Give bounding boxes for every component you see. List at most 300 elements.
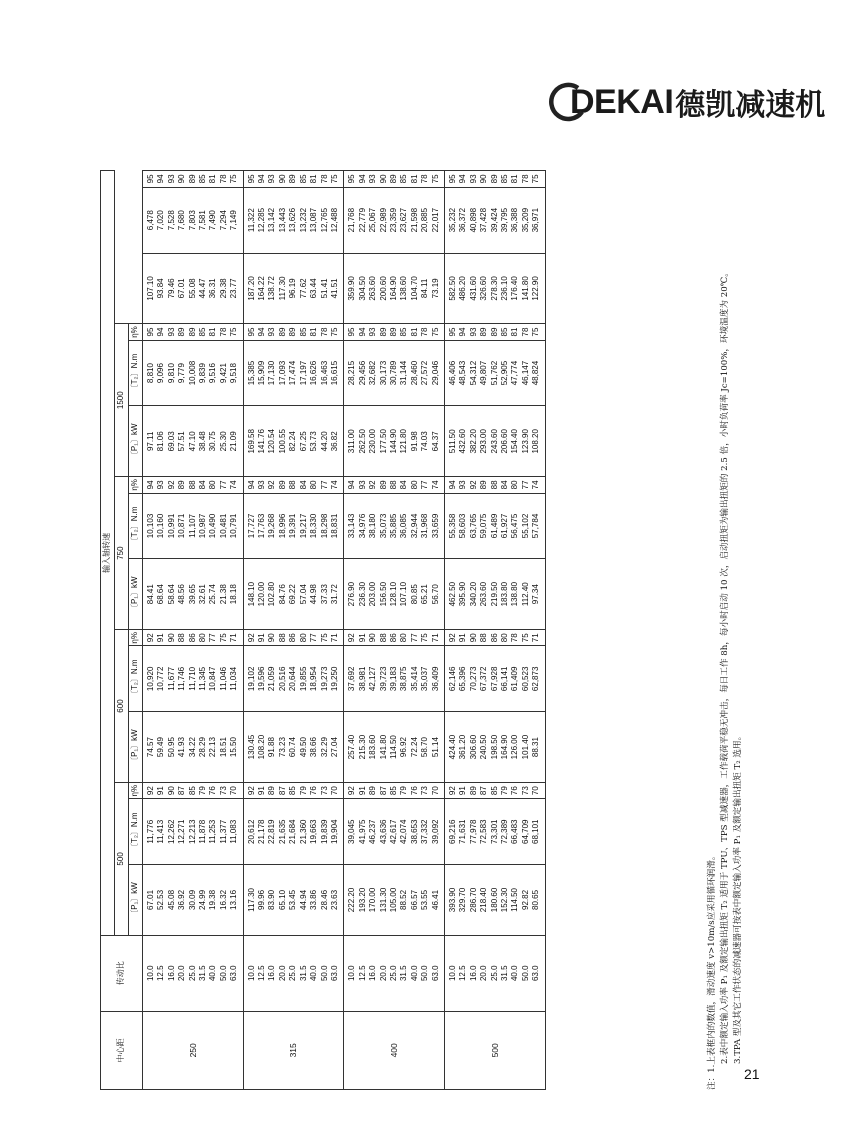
value-cell	[143, 712, 244, 783]
cell-value: 112.40	[520, 582, 530, 607]
value-cell	[143, 406, 244, 477]
cell-value: 170.00	[368, 887, 378, 913]
cell-value: 89	[479, 480, 489, 490]
cell-value: 219.50	[489, 581, 499, 607]
cell-value: 17,130	[267, 360, 277, 386]
cell-value: 35,414	[409, 666, 419, 692]
cell-value: 17,763	[257, 513, 267, 539]
cell-value: 95	[347, 327, 357, 337]
value-cell	[444, 187, 545, 253]
ratio-value: 16.0	[267, 965, 277, 982]
cell-value: 42,127	[368, 666, 378, 692]
cell-value: 432.60	[458, 429, 468, 454]
cell-value: 63.44	[309, 278, 319, 299]
cell-value: 187.20	[246, 276, 256, 301]
cell-value: 20,516	[277, 666, 287, 692]
cell-value: 92	[246, 786, 256, 796]
ratio-value: 12.5	[257, 965, 267, 982]
cell-value: 79	[298, 786, 308, 796]
cell-value: 101.40	[520, 734, 530, 760]
cell-value: 13.16	[229, 889, 239, 910]
cell-value: 89	[277, 327, 287, 337]
cell-value: 35,232	[447, 207, 457, 233]
header-center-distance: 中心距	[101, 1011, 143, 1089]
cell-value: 72.24	[409, 737, 419, 758]
cell-value: 128.10	[388, 581, 398, 607]
value-cell	[143, 630, 244, 646]
cell-value: 47.10	[187, 431, 197, 452]
value-cell	[444, 630, 545, 646]
value-cell	[344, 559, 445, 630]
value-cell	[143, 865, 244, 936]
cell-value: 56,475	[510, 513, 520, 539]
cell-value: 12,765	[319, 207, 329, 233]
cell-value: 89	[479, 327, 489, 337]
cell-value: 95	[246, 174, 256, 184]
value-cell	[143, 782, 244, 798]
cell-value: 89	[288, 327, 298, 337]
cell-value: 33,659	[430, 513, 440, 539]
cell-value: 10,772	[156, 666, 166, 692]
ratio-value: 50.0	[420, 965, 430, 982]
cell-value: 9,518	[229, 363, 239, 384]
cell-value: 10,920	[146, 666, 155, 692]
cell-value: 11,413	[156, 819, 166, 844]
cell-value: 88.52	[399, 889, 409, 910]
cell-value: 32.61	[198, 584, 208, 605]
cell-value: 94	[357, 174, 367, 184]
cell-value: 38,180	[368, 513, 378, 539]
cell-value: 91	[156, 786, 166, 796]
cell-value: 90	[277, 174, 287, 184]
cell-value: 37,692	[347, 666, 357, 692]
cell-value: 7,528	[166, 210, 176, 231]
note-line: 注：1.上表框内的数值，滑动速度 v>10m/s应采用循环润滑。	[707, 851, 717, 1090]
cell-value: 75	[430, 174, 440, 184]
cell-value: 63,765	[468, 513, 478, 539]
value-cell	[344, 253, 445, 324]
cell-value: 89	[177, 327, 187, 337]
value-cell	[444, 253, 545, 324]
cell-value: 138.72	[267, 276, 277, 301]
cell-value: 177.50	[378, 429, 388, 454]
center-distance-cell: 250	[143, 1011, 244, 1089]
cell-value: 70	[430, 786, 440, 796]
cell-value: 39,723	[378, 666, 388, 692]
cell-value: 95	[146, 174, 155, 184]
cell-value: 329.70	[458, 887, 468, 913]
cell-value: 67,928	[489, 666, 499, 692]
rated-power-table	[100, 170, 546, 1090]
cell-value: 66,483	[510, 819, 520, 844]
cell-value: 230.00	[368, 429, 378, 454]
value-cell	[444, 646, 545, 712]
cell-value: 102.80	[267, 581, 277, 607]
cell-value: 141.76	[257, 429, 267, 454]
cell-value: 72,583	[479, 819, 489, 844]
cell-value: 81	[510, 327, 520, 337]
cell-value: 74	[329, 480, 339, 490]
cell-value: 141.80	[520, 276, 530, 301]
logo-ring-icon	[548, 82, 588, 122]
cell-value: 76	[510, 786, 520, 796]
cell-value: 39,045	[347, 819, 357, 844]
cell-value: 38.48	[198, 431, 208, 452]
cell-value: 93	[267, 174, 277, 184]
cell-value: 71	[329, 633, 339, 643]
cell-value: 77.62	[298, 278, 308, 299]
cell-value: 148.10	[246, 581, 256, 607]
cell-value: 138.60	[399, 276, 409, 301]
cell-value: 28.29	[198, 737, 208, 758]
ratio-value: 25.0	[489, 965, 499, 982]
cell-value: 7,490	[208, 210, 218, 231]
cell-value: 92.82	[520, 889, 530, 910]
cell-value: 53.55	[420, 889, 430, 910]
power-column-header: 〔P₁〕kW	[129, 865, 143, 936]
cell-value: 104.70	[409, 276, 419, 301]
cell-value: 326.60	[479, 276, 489, 301]
cell-value: 93	[368, 327, 378, 337]
cell-value: 92	[468, 480, 478, 490]
cell-value: 8,810	[146, 363, 155, 384]
cell-value: 95	[146, 327, 155, 337]
cell-value: 92	[146, 786, 155, 796]
cell-value: 70	[329, 786, 339, 796]
cell-value: 92	[347, 786, 357, 796]
cell-value: 80	[510, 480, 520, 490]
cell-value: 19,391	[288, 513, 298, 539]
value-cell	[344, 477, 445, 493]
cell-value: 30.75	[208, 431, 218, 452]
cell-value: 68.64	[156, 584, 166, 605]
cell-value: 169.58	[246, 429, 256, 454]
cell-value: 70,273	[468, 666, 478, 692]
cell-value: 79	[500, 786, 509, 796]
cell-value: 69,216	[447, 819, 457, 844]
value-cell	[444, 782, 545, 798]
cell-value: 37,332	[420, 819, 430, 844]
cell-value: 10,008	[187, 360, 197, 386]
cell-value: 33.86	[309, 889, 319, 910]
cell-value: 11,107	[187, 514, 197, 538]
cell-value: 107.10	[146, 276, 155, 301]
cell-value: 11,878	[198, 819, 208, 844]
cell-value: 33,143	[347, 513, 357, 539]
cell-value: 164.90	[388, 276, 398, 301]
cell-value: 67.25	[298, 431, 308, 452]
cell-value: 47,774	[510, 360, 520, 386]
cell-value: 22.13	[208, 737, 218, 758]
cell-value: 41.93	[177, 737, 187, 758]
cell-value: 94	[347, 480, 357, 490]
cell-value: 7,294	[218, 210, 228, 231]
cell-value: 66,141	[500, 666, 509, 692]
cell-value: 89	[277, 480, 287, 490]
cell-value: 94	[447, 480, 457, 490]
value-cell	[243, 406, 344, 477]
cell-value: 120.54	[267, 429, 277, 454]
cell-value: 79.46	[166, 278, 176, 299]
cell-value: 16.32	[218, 889, 228, 910]
cell-value: 107.10	[399, 581, 409, 607]
cell-value: 62,146	[447, 666, 457, 692]
value-cell	[444, 324, 545, 340]
cell-value: 40,898	[468, 207, 478, 233]
cell-value: 286.70	[468, 887, 478, 913]
cell-value: 81	[309, 174, 319, 184]
cell-value: 93	[357, 480, 367, 490]
cell-value: 90	[468, 633, 478, 643]
cell-value: 36,372	[458, 207, 468, 233]
cell-value: 78	[420, 327, 430, 337]
cell-value: 44.98	[309, 584, 319, 605]
cell-value: 84.76	[277, 584, 287, 605]
cell-value: 48,824	[531, 360, 541, 386]
cell-value: 20,644	[288, 666, 298, 692]
cell-value: 71	[531, 633, 541, 643]
value-cell	[143, 646, 244, 712]
table-row	[143, 171, 244, 1090]
cell-value: 19,268	[267, 513, 277, 539]
cell-value: 73	[218, 786, 228, 796]
ratio-value: 63.0	[329, 965, 339, 982]
value-cell	[344, 340, 445, 406]
cell-value: 193.20	[357, 887, 367, 913]
cell-value: 89	[468, 786, 478, 796]
cell-value: 21,360	[298, 819, 308, 844]
ratio-value: 16.0	[468, 965, 478, 982]
cell-value: 81	[208, 174, 218, 184]
value-cell	[243, 865, 344, 936]
cell-value: 92	[146, 633, 155, 643]
torque-column-header: 〔T₂〕N.m	[129, 340, 143, 406]
ratio-value: 10.0	[447, 965, 457, 982]
cell-value: 60.74	[288, 737, 298, 758]
cell-value: 100.55	[277, 429, 287, 454]
cell-value: 56.70	[430, 584, 440, 605]
cell-value: 141.80	[378, 734, 388, 760]
cell-value: 80	[500, 633, 509, 643]
cell-value: 75	[218, 633, 228, 643]
cell-value: 55,102	[520, 513, 530, 539]
cell-value: 39,092	[430, 819, 440, 844]
cell-value: 39.65	[187, 584, 197, 605]
cell-value: 96.92	[399, 737, 409, 758]
cell-value: 85	[399, 327, 409, 337]
cell-value: 88	[489, 480, 499, 490]
cell-value: 51,762	[489, 360, 499, 386]
cell-value: 93	[458, 480, 468, 490]
torque-column-header: 〔T₂〕N.m	[129, 799, 143, 865]
ratio-value: 20.0	[177, 965, 187, 982]
center-distance-cell: 315	[243, 1011, 344, 1089]
cell-value: 85	[489, 786, 499, 796]
cell-value: 16,626	[309, 360, 319, 386]
cell-value: 10,791	[229, 513, 239, 539]
cell-value: 11,253	[208, 819, 218, 844]
cell-value: 10,987	[198, 513, 208, 539]
cell-value: 78	[218, 327, 228, 337]
cell-value: 91	[257, 633, 267, 643]
cell-value: 75	[420, 633, 430, 643]
cell-value: 87	[277, 786, 287, 796]
cell-value: 75	[520, 633, 530, 643]
efficiency-column-header: η%	[129, 324, 143, 340]
cell-value: 55.08	[187, 278, 197, 299]
cell-value: 38,653	[409, 819, 419, 844]
efficiency-column-header: η%	[129, 630, 143, 646]
table-notes	[706, 170, 745, 1090]
cell-value: 13,232	[298, 207, 308, 233]
cell-value: 21,635	[277, 819, 287, 844]
cell-value: 42,074	[399, 819, 409, 844]
cell-value: 91	[357, 633, 367, 643]
header-ratio: 传动比	[101, 935, 143, 1011]
cell-value: 19,102	[246, 666, 256, 692]
cell-value: 78	[520, 174, 530, 184]
cell-value: 203.00	[368, 581, 378, 607]
ratio-value: 16.0	[368, 965, 378, 982]
ratio-value: 40.0	[309, 965, 319, 982]
cell-value: 215.30	[357, 734, 367, 760]
cell-value: 73.23	[277, 737, 287, 758]
cell-value: 89	[288, 174, 298, 184]
value-cell	[243, 630, 344, 646]
cell-value: 27.04	[329, 737, 339, 758]
cell-value: 164.90	[500, 734, 509, 760]
cell-value: 10,160	[156, 513, 166, 539]
value-cell	[243, 477, 344, 493]
cell-value: 81	[309, 327, 319, 337]
cell-value: 183.60	[368, 734, 378, 760]
cell-value: 77	[520, 480, 530, 490]
cell-value: 88	[288, 480, 298, 490]
cell-value: 46.41	[430, 889, 440, 910]
cell-value: 60,523	[520, 666, 530, 692]
center-distance-cell: 500	[444, 1011, 545, 1089]
cell-value: 93	[468, 174, 478, 184]
cell-value: 11,322	[246, 208, 256, 233]
cell-value: 152.30	[500, 887, 509, 913]
cell-value: 361.20	[458, 734, 468, 760]
cell-value: 18,298	[319, 513, 329, 539]
ratio-value: 10.0	[146, 965, 155, 982]
cell-value: 84	[500, 480, 509, 490]
cell-value: 9,839	[198, 363, 208, 384]
cell-value: 90	[166, 633, 176, 643]
cell-value: 69.22	[288, 584, 298, 605]
cell-value: 10,490	[208, 513, 218, 539]
cell-value: 13,443	[277, 207, 287, 233]
cell-value: 22,819	[267, 819, 277, 844]
cell-value: 131.30	[378, 887, 388, 913]
cell-value: 11,710	[187, 666, 197, 691]
cell-value: 67,372	[479, 666, 489, 692]
cell-value: 34,976	[357, 513, 367, 539]
cell-value: 22,779	[357, 207, 367, 233]
cell-value: 86	[388, 633, 398, 643]
cell-value: 75	[430, 327, 440, 337]
value-cell	[243, 782, 344, 798]
cell-value: 304.50	[357, 276, 367, 301]
value-cell	[143, 171, 244, 188]
cell-value: 85	[198, 327, 208, 337]
value-cell	[344, 630, 445, 646]
value-cell	[143, 559, 244, 630]
cell-value: 53.45	[288, 889, 298, 910]
cell-value: 88	[177, 633, 187, 643]
value-cell	[344, 406, 445, 477]
cell-value: 85	[500, 174, 509, 184]
cell-value: 122.90	[531, 276, 541, 301]
cell-value: 73	[420, 786, 430, 796]
cell-value: 44.47	[198, 278, 208, 299]
cell-value: 7,581	[198, 210, 208, 231]
cell-value: 12,271	[177, 819, 187, 844]
brand-logo	[548, 78, 825, 126]
brand-name-en: DEKAI	[570, 82, 674, 121]
cell-value: 79	[198, 786, 208, 796]
cell-value: 73	[520, 786, 530, 796]
cell-value: 55,358	[447, 513, 457, 539]
speed-header: 600	[115, 630, 129, 783]
cell-value: 25.30	[218, 431, 228, 452]
cell-value: 37.33	[319, 584, 329, 605]
ratio-value: 31.5	[198, 965, 208, 982]
cell-value: 64,709	[520, 819, 530, 844]
cell-value: 86	[288, 633, 298, 643]
cell-value: 58.70	[420, 737, 430, 758]
cell-value: 67.01	[146, 889, 155, 910]
cell-value: 18,330	[309, 513, 319, 539]
cell-value: 130.45	[246, 734, 256, 760]
cell-value: 89	[177, 480, 187, 490]
cell-value: 89	[368, 786, 378, 796]
cell-value: 52.53	[156, 889, 166, 910]
cell-value: 87	[378, 786, 388, 796]
cell-value: 58,603	[458, 513, 468, 539]
cell-value: 39,183	[388, 666, 398, 692]
cell-value: 11,034	[229, 666, 239, 691]
ratio-value: 20.0	[277, 965, 287, 982]
cell-value: 19,596	[257, 666, 267, 692]
cell-value: 38,981	[357, 666, 367, 692]
value-cell	[243, 171, 344, 188]
cell-value: 19,217	[298, 513, 308, 539]
cell-value: 80.85	[409, 584, 419, 605]
cell-value: 93	[368, 174, 378, 184]
cell-value: 21,684	[288, 819, 298, 844]
cell-value: 51.41	[319, 278, 329, 299]
value-cell	[243, 340, 344, 406]
value-cell	[444, 406, 545, 477]
cell-value: 7,020	[156, 210, 166, 231]
cell-value: 15,909	[257, 360, 267, 386]
cell-value: 94	[458, 327, 468, 337]
cell-value: 90	[479, 174, 489, 184]
cell-value: 21.09	[229, 431, 239, 452]
cell-value: 48,543	[458, 360, 468, 386]
cell-value: 9,810	[166, 363, 176, 384]
cell-value: 61,927	[500, 513, 509, 539]
cell-value: 311.00	[347, 429, 357, 454]
cell-value: 83.90	[267, 889, 277, 910]
value-cell	[143, 253, 244, 324]
cell-value: 88	[277, 633, 287, 643]
cell-value: 424.40	[447, 734, 457, 760]
cell-value: 123.90	[520, 429, 530, 454]
